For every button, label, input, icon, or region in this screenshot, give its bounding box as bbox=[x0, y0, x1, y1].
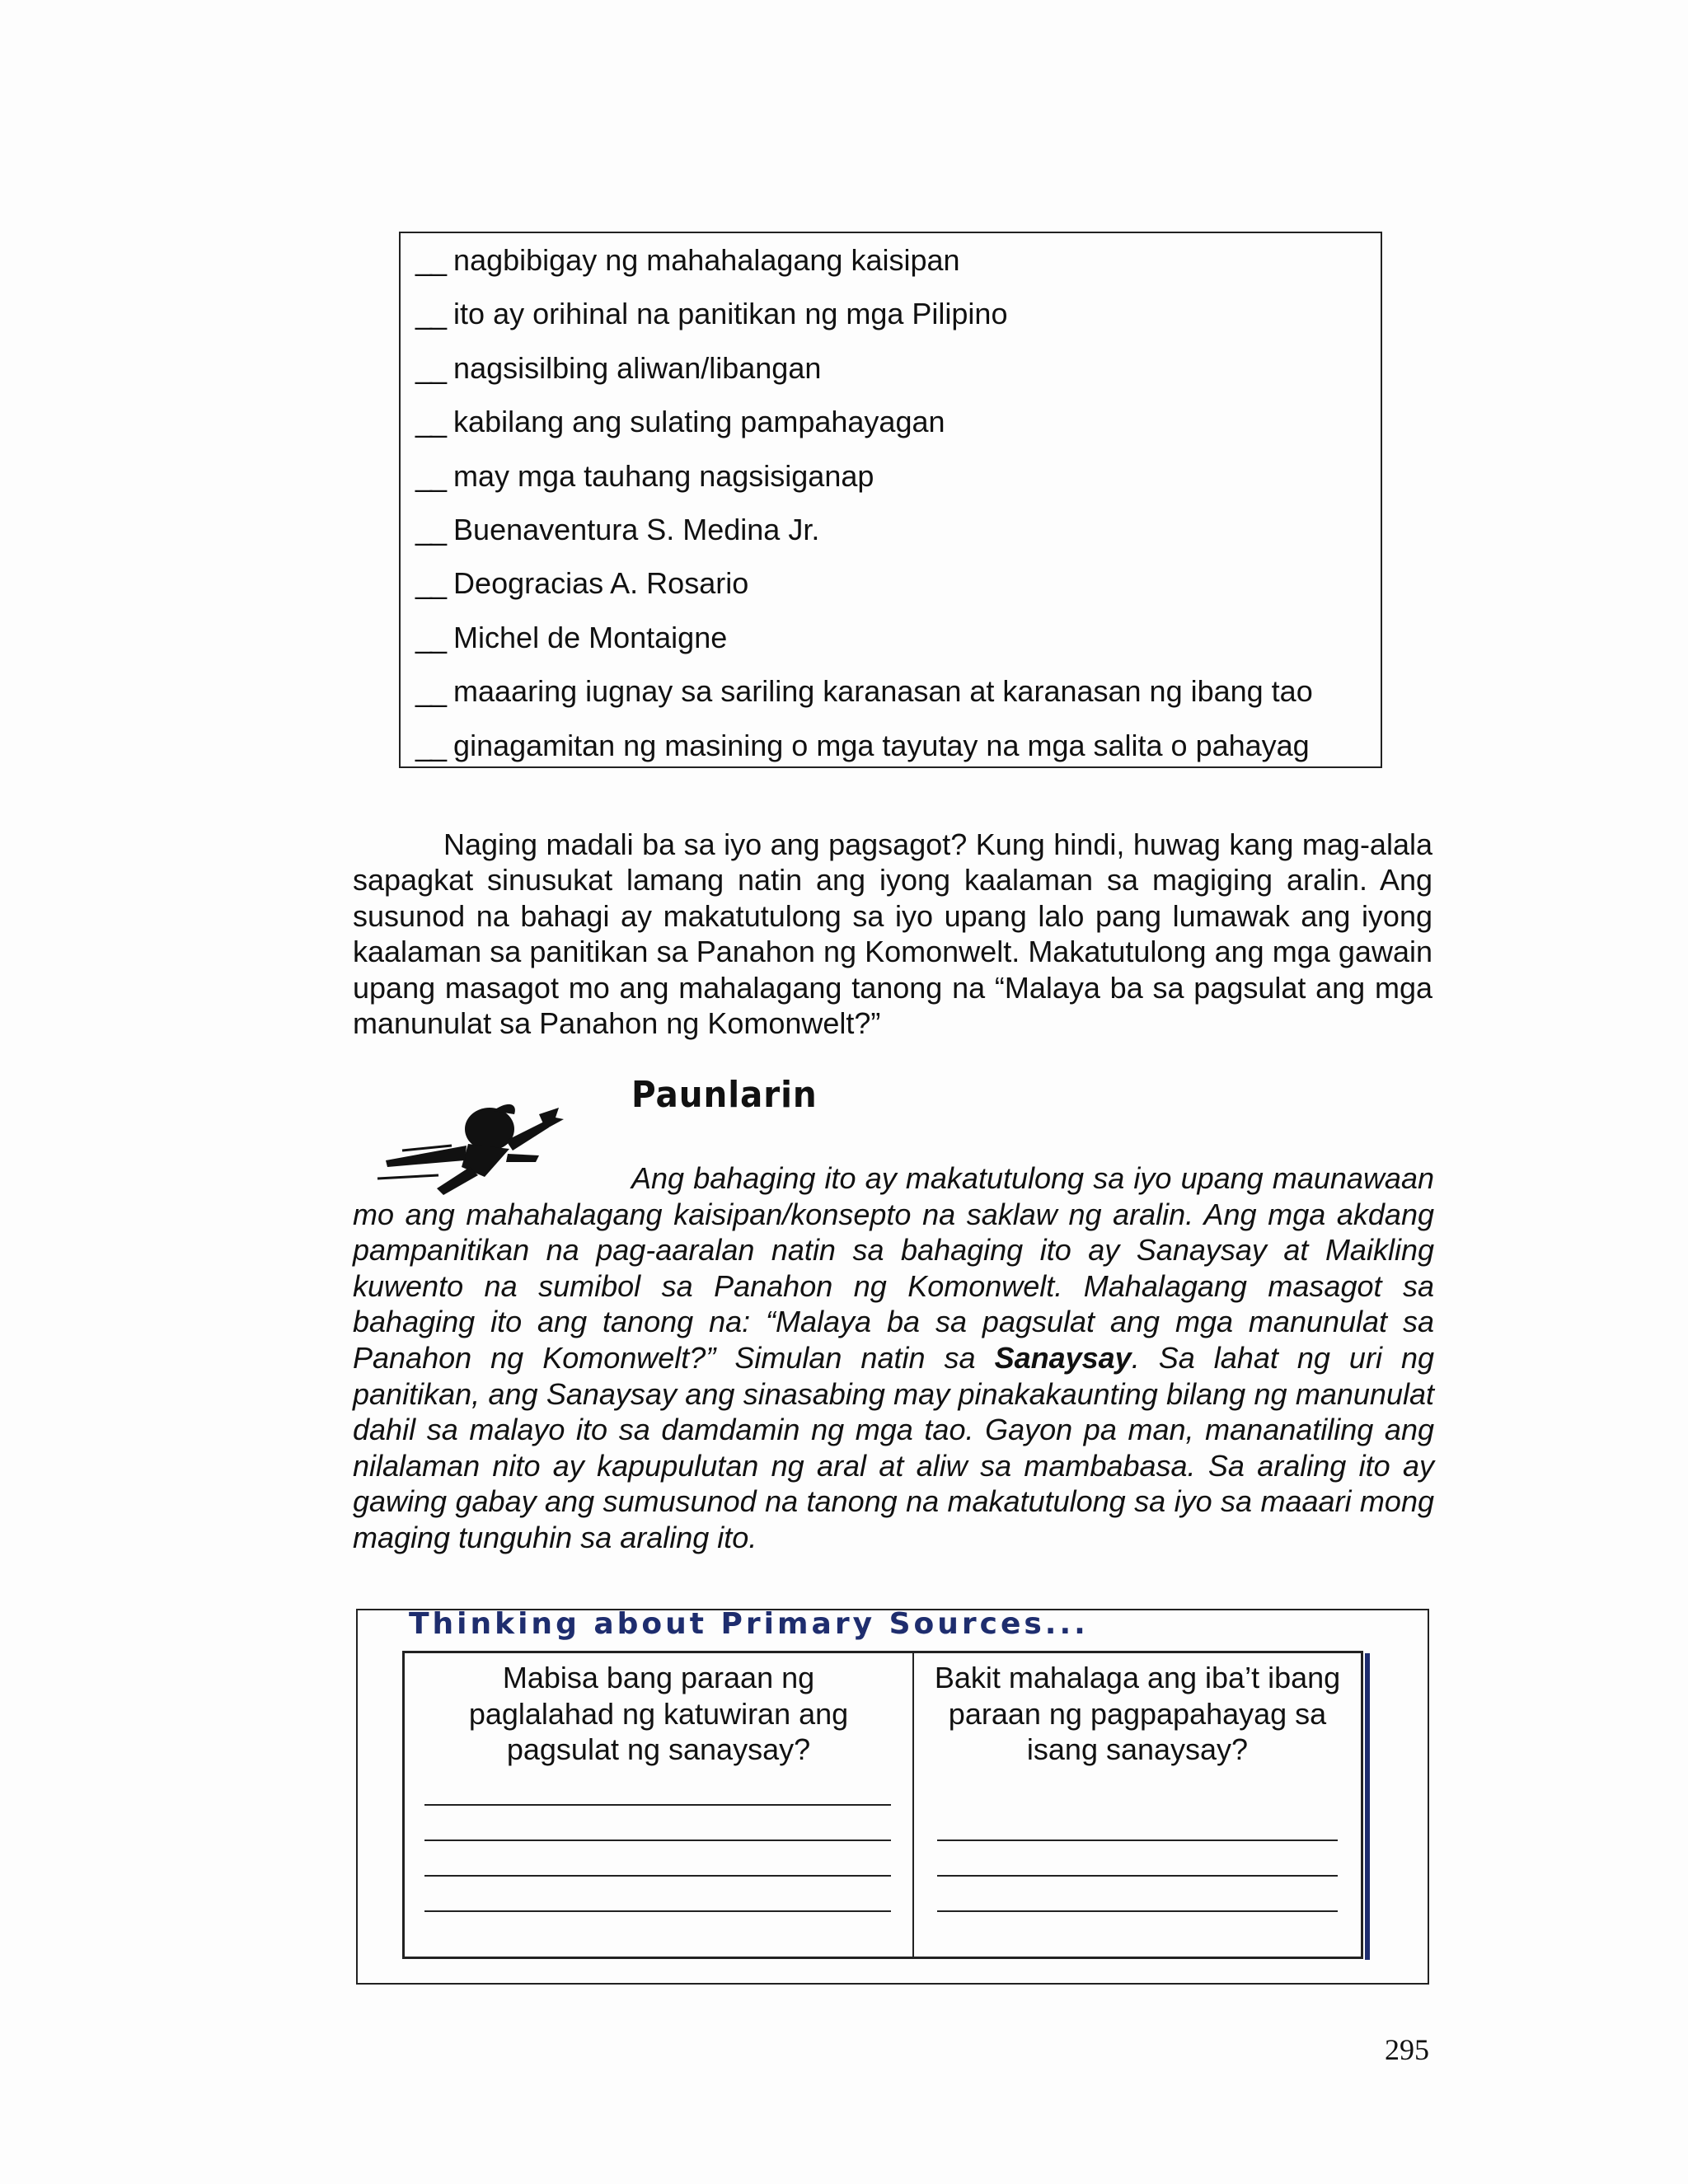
checklist-item bbox=[415, 503, 1381, 556]
checklist-item-text: nagsisilbing aliwan/libangan bbox=[453, 350, 822, 385]
answer-blank: __ bbox=[415, 620, 446, 654]
checklist-item bbox=[415, 449, 1381, 503]
section-text-part2: . Sa lahat ng uri ng panitikan, ang Sanaysay ang sinasabing may pinakakaunting bilang ng manunulat dahil sa malayo ito sa damdamin ng mga tao. Gayon pa man, mananatiling ang nilalaman nito ay kapupulutan ng aral at aliw sa mambabasa. Sa araling ito ay gawing gabay ang sumusunod na tanong na makatutulong sa iyo sa maaari mong maging tunguhin sa araling ito. bbox=[353, 1340, 1435, 1554]
question-box bbox=[402, 1651, 1363, 1959]
checklist-item-text: kabilang ang sulating pampahayagan bbox=[453, 405, 945, 439]
checklist-item-text: Deogracias A. Rosario bbox=[453, 566, 749, 601]
section-text-bold: Sanaysay bbox=[994, 1340, 1132, 1375]
answer-line[interactable] bbox=[424, 1875, 891, 1877]
answer-blank: __ bbox=[415, 513, 446, 547]
answer-line[interactable] bbox=[937, 1840, 1338, 1841]
primary-sources-banner: Thinking about Primary Sources... bbox=[409, 1607, 1089, 1641]
answer-blank: __ bbox=[415, 297, 446, 331]
checklist-item bbox=[415, 719, 1381, 772]
section-text-part1: Ang bahaging ito ay makatutulong sa iyo upang maunawaan mo ang mahahalagang kaisipan/konsepto na saklaw ng aralin. Ang mga akdang pampanitikan na pag-aaralan natin sa bahaging ito ay Sanaysay at Maikling kuwento na sumibol sa Panahon ng Komonwelt. Mahalagang masagot sa bahaging ito ang tanong na: “Malaya ba sa pagsulat ang mga manunulat sa Panahon ng Komonwelt?” Simulan natin sa bbox=[353, 1161, 1434, 1375]
answer-blank: __ bbox=[415, 350, 446, 385]
section-body bbox=[353, 1160, 1434, 1556]
question-right: Bakit mahalaga ang iba’t ibang paraan ng pagpapahayag sa isang sanaysay? bbox=[934, 1661, 1341, 1766]
answer-line[interactable] bbox=[937, 1910, 1338, 1912]
answer-line[interactable] bbox=[424, 1804, 891, 1806]
checklist-item bbox=[415, 395, 1381, 448]
checklist-item bbox=[415, 341, 1381, 395]
answer-blank: __ bbox=[415, 674, 446, 709]
answer-blank: __ bbox=[415, 243, 446, 277]
answer-blank: __ bbox=[415, 405, 446, 439]
checklist-item-text: Michel de Montaigne bbox=[453, 620, 728, 654]
checklist-item bbox=[415, 233, 1381, 287]
checklist-item-text: Buenaventura S. Medina Jr. bbox=[453, 513, 820, 547]
checklist-box bbox=[399, 232, 1382, 768]
question-left: Mabisa bang paraan ng paglalahad ng katuwiran ang pagsulat ng sanaysay? bbox=[468, 1661, 849, 1766]
answer-line[interactable] bbox=[424, 1840, 891, 1841]
answer-blank: __ bbox=[415, 458, 446, 493]
section-title: Paunlarin bbox=[631, 1074, 818, 1116]
question-left-column bbox=[405, 1653, 914, 1957]
intro-text: Naging madali ba sa iyo ang pagsagot? Kung hindi, huwag kang mag-alala sapagkat sinusukat lamang natin ang iyong kaalaman sa magiging aralin. Ang susunod na bahagi ay makatutulong sa iyo upang lalo pang lumawak ang iyong kaalaman sa panitikan sa Panahon ng Komonwelt. Makatutulong ang mga gawain upang masagot mo ang mahalagang tanong na “Malaya ba sa pagsulat ang mga manunulat sa Panahon ng Komonwelt?” bbox=[353, 827, 1432, 1041]
answer-blank: __ bbox=[415, 728, 446, 762]
answer-line[interactable] bbox=[424, 1910, 891, 1912]
checklist-item bbox=[415, 287, 1381, 340]
checklist-item-text: nagbibigay ng mahahalagang kaisipan bbox=[453, 243, 960, 277]
checklist-item bbox=[415, 556, 1381, 610]
checklist-item-text: may mga tauhang nagsisiganap bbox=[453, 458, 874, 493]
question-box-shadow bbox=[1365, 1653, 1370, 1960]
checklist-item-text: ginagamitan ng masining o mga tayutay na mga salita o pahayag bbox=[453, 728, 1310, 762]
question-right-column bbox=[914, 1653, 1361, 1957]
checklist-item-text: maaaring iugnay sa sariling karanasan at karanasan ng ibang tao bbox=[453, 674, 1313, 709]
answer-blank: __ bbox=[415, 566, 446, 601]
checklist-item bbox=[415, 611, 1381, 664]
intro-paragraph bbox=[353, 827, 1432, 1041]
checklist-item-text: ito ay orihinal na panitikan ng mga Pilipino bbox=[453, 297, 1008, 331]
checklist-item bbox=[415, 664, 1381, 718]
answer-line[interactable] bbox=[937, 1875, 1338, 1877]
page-number: 295 bbox=[1385, 2033, 1429, 2066]
